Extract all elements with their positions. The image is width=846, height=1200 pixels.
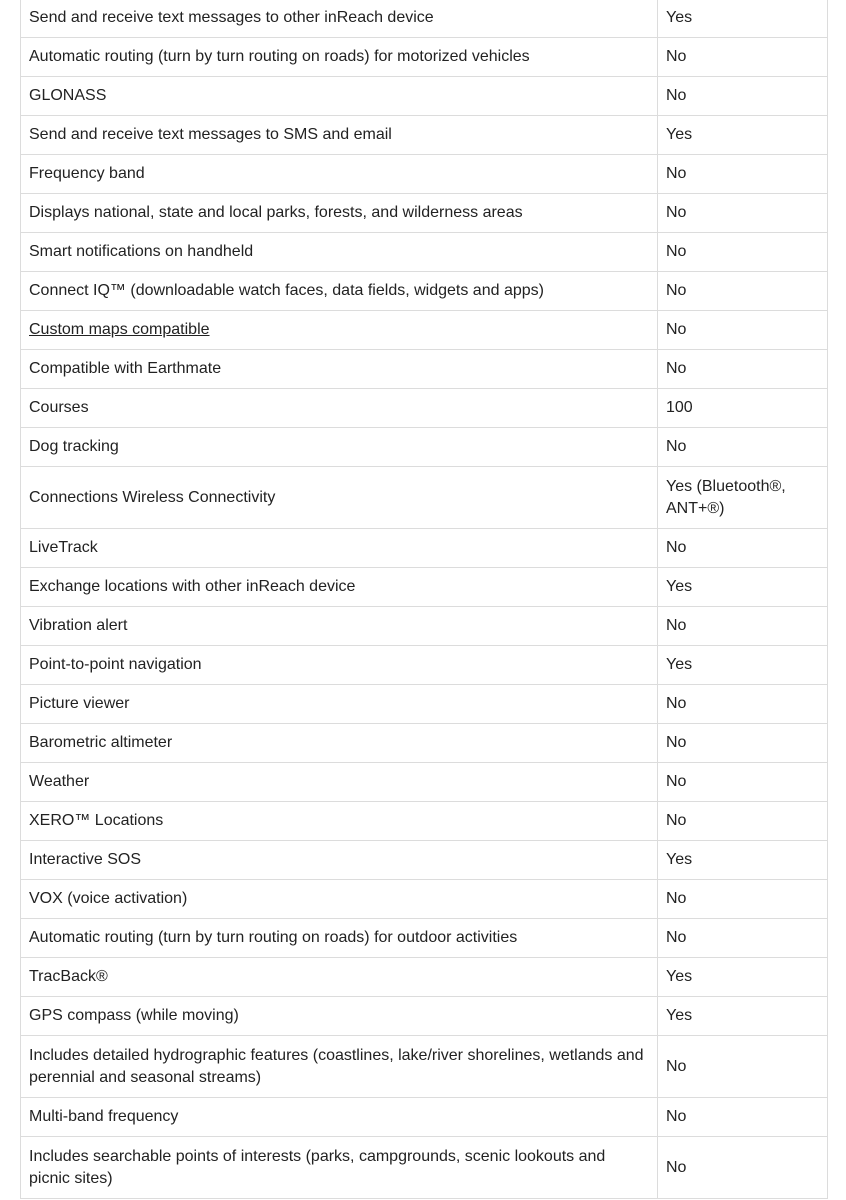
feature-cell: Connect IQ™ (downloadable watch faces, data fields, widgets and apps)	[21, 272, 658, 311]
value-cell: No	[658, 919, 828, 958]
table-row	[21, 311, 828, 350]
value-cell: No	[658, 311, 828, 350]
table-row	[21, 802, 828, 841]
table-row	[21, 1098, 828, 1137]
value-cell: Yes	[658, 116, 828, 155]
table-row	[21, 155, 828, 194]
feature-cell: Courses	[21, 389, 658, 428]
feature-cell: Multi-band frequency	[21, 1098, 658, 1137]
feature-cell: XERO™ Locations	[21, 802, 658, 841]
table-row	[21, 233, 828, 272]
value-cell: Yes	[658, 841, 828, 880]
table-row	[21, 607, 828, 646]
feature-cell: Includes searchable points of interests (parks, campgrounds, scenic lookouts and picnic sites)	[21, 1137, 658, 1199]
feature-cell: Automatic routing (turn by turn routing on roads) for outdoor activities	[21, 919, 658, 958]
value-cell: No	[658, 155, 828, 194]
table-row	[21, 568, 828, 607]
table-row	[21, 428, 828, 467]
value-cell: No	[658, 607, 828, 646]
specs-table	[20, 0, 828, 1199]
value-cell: No	[658, 38, 828, 77]
value-cell: Yes (Bluetooth®, ANT+®)	[658, 467, 828, 529]
value-cell: No	[658, 1036, 828, 1098]
feature-cell: LiveTrack	[21, 529, 658, 568]
table-row	[21, 350, 828, 389]
table-row	[21, 529, 828, 568]
value-cell: 100	[658, 389, 828, 428]
table-row	[21, 38, 828, 77]
value-cell: No	[658, 880, 828, 919]
feature-cell: Dog tracking	[21, 428, 658, 467]
table-row	[21, 919, 828, 958]
table-row	[21, 77, 828, 116]
value-cell: No	[658, 1137, 828, 1199]
feature-cell: Frequency band	[21, 155, 658, 194]
value-cell: Yes	[658, 0, 828, 38]
table-row	[21, 0, 828, 38]
table-row	[21, 724, 828, 763]
feature-cell: Send and receive text messages to SMS and email	[21, 116, 658, 155]
table-row	[21, 389, 828, 428]
value-cell: No	[658, 272, 828, 311]
specs-table-body	[21, 0, 828, 1199]
table-row	[21, 272, 828, 311]
table-row	[21, 1137, 828, 1199]
table-row	[21, 880, 828, 919]
value-cell: No	[658, 1098, 828, 1137]
feature-cell: Smart notifications on handheld	[21, 233, 658, 272]
feature-cell: Picture viewer	[21, 685, 658, 724]
feature-cell	[21, 311, 658, 350]
value-cell: No	[658, 77, 828, 116]
feature-cell: Barometric altimeter	[21, 724, 658, 763]
value-cell: No	[658, 233, 828, 272]
custom-maps-link[interactable]: Custom maps compatible	[29, 321, 210, 338]
value-cell: No	[658, 350, 828, 389]
table-row	[21, 958, 828, 997]
table-row	[21, 467, 828, 529]
table-row	[21, 841, 828, 880]
value-cell: No	[658, 685, 828, 724]
value-cell: Yes	[658, 646, 828, 685]
feature-cell: VOX (voice activation)	[21, 880, 658, 919]
value-cell: No	[658, 724, 828, 763]
value-cell: Yes	[658, 958, 828, 997]
value-cell: Yes	[658, 997, 828, 1036]
feature-cell: TracBack®	[21, 958, 658, 997]
table-row	[21, 116, 828, 155]
feature-cell: Weather	[21, 763, 658, 802]
value-cell: No	[658, 802, 828, 841]
table-row	[21, 1036, 828, 1098]
feature-cell: Vibration alert	[21, 607, 658, 646]
value-cell: No	[658, 529, 828, 568]
value-cell: No	[658, 428, 828, 467]
value-cell: Yes	[658, 568, 828, 607]
feature-cell: Automatic routing (turn by turn routing on roads) for motorized vehicles	[21, 38, 658, 77]
value-cell: No	[658, 763, 828, 802]
feature-cell: GLONASS	[21, 77, 658, 116]
table-row	[21, 685, 828, 724]
feature-cell: Interactive SOS	[21, 841, 658, 880]
feature-cell: Exchange locations with other inReach device	[21, 568, 658, 607]
table-row	[21, 194, 828, 233]
feature-cell: Includes detailed hydrographic features (coastlines, lake/river shorelines, wetlands and perennial and seasonal streams)	[21, 1036, 658, 1098]
table-row	[21, 997, 828, 1036]
value-cell: No	[658, 194, 828, 233]
feature-cell: Connections Wireless Connectivity	[21, 467, 658, 529]
feature-cell: GPS compass (while moving)	[21, 997, 658, 1036]
table-row	[21, 763, 828, 802]
table-row	[21, 646, 828, 685]
feature-cell: Send and receive text messages to other inReach device	[21, 0, 658, 38]
feature-cell: Point-to-point navigation	[21, 646, 658, 685]
feature-cell: Displays national, state and local parks, forests, and wilderness areas	[21, 194, 658, 233]
feature-cell: Compatible with Earthmate	[21, 350, 658, 389]
